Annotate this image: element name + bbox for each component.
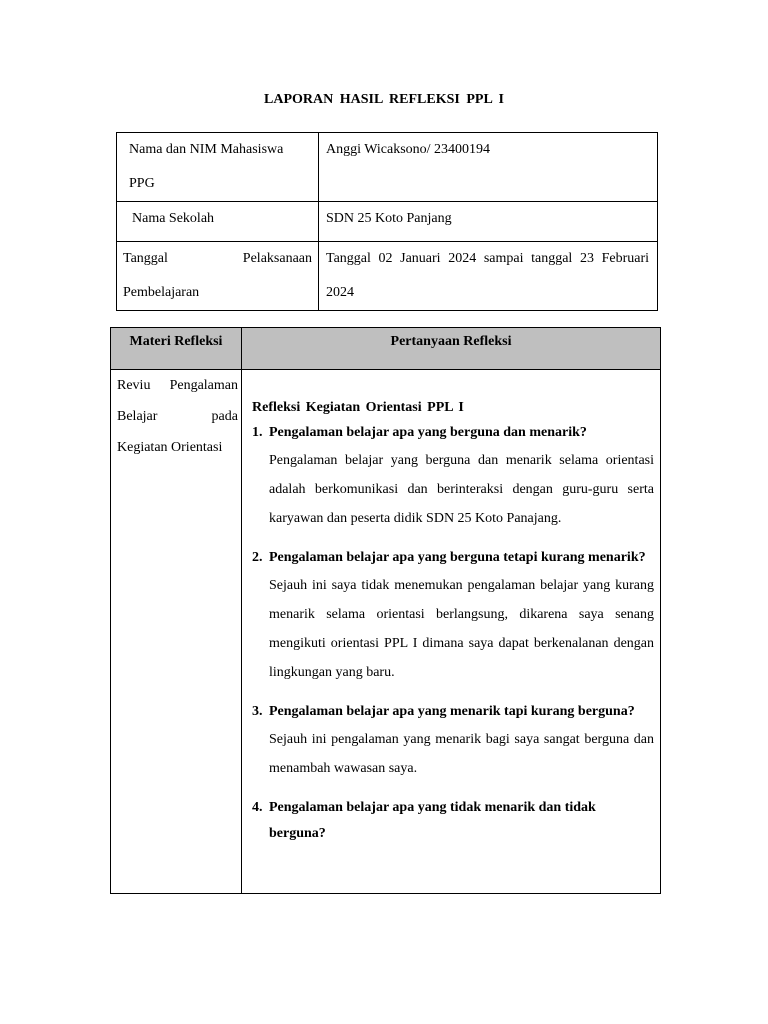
reflection-body-row (111, 370, 661, 894)
section-title: Refleksi Kegiatan Orientasi PPL I (252, 400, 464, 415)
header-material: Materi Refleksi (111, 328, 242, 370)
question-heading (252, 795, 654, 847)
info-row-school (117, 202, 658, 242)
material-cell (111, 370, 242, 894)
question-item (252, 795, 654, 847)
info-label-date (117, 242, 319, 311)
material-line: Belajar pada (117, 409, 238, 424)
reflection-header-row (111, 328, 661, 370)
question-text: Pengalaman belajar apa yang berguna tetapi kurang menarik? (269, 550, 646, 565)
spacer (252, 533, 654, 545)
info-value-school: SDN 25 Koto Panjang (319, 202, 658, 242)
question-heading (252, 699, 654, 725)
question-text: Pengalaman belajar apa yang tidak menarik dan tidak berguna? (269, 800, 596, 841)
info-row-date (117, 242, 658, 311)
reflection-table (110, 327, 661, 894)
question-heading (252, 545, 654, 571)
question-item (252, 699, 654, 783)
spacer (252, 783, 654, 795)
question-text: Pengalaman belajar apa yang menarik tapi kurang berguna? (269, 704, 635, 719)
question-text: Pengalaman belajar apa yang berguna dan menarik? (269, 425, 587, 440)
question-item (252, 545, 654, 687)
info-value-date: Tanggal 02 Januari 2024 sampai tanggal 23 Februari 2024 (319, 242, 658, 311)
info-row-name (117, 133, 658, 202)
question-heading (252, 420, 654, 446)
info-label-school-text: Nama Sekolah (132, 211, 215, 226)
info-label-date-text (123, 242, 312, 310)
document-title: LAPORAN HASIL REFLEKSI PPL I (264, 92, 504, 107)
question-number: 1. (252, 425, 263, 440)
question-item (252, 420, 654, 533)
student-info-table (116, 132, 658, 311)
spacer (252, 687, 654, 699)
answer-text: Pengalaman belajar yang berguna dan menarik selama orientasi adalah berkomunikasi dan berinteraksi dengan guru-guru serta karyawan dan peserta didik SDN 25 Koto Panajang. (269, 453, 654, 526)
info-label-date-value: Tanggal Pelaksanaan Pembelajaran (123, 251, 312, 300)
material-line: Kegiatan Orientasi (117, 440, 223, 455)
material-line: Reviu Pengalaman (117, 378, 238, 393)
info-label-name (117, 133, 319, 202)
header-questions: Pertanyaan Refleksi (242, 328, 661, 370)
answer-text: Sejauh ini pengalaman yang menarik bagi saya sangat berguna dan menambah wawasan saya. (269, 732, 654, 776)
questions-cell (242, 370, 661, 894)
info-value-name: Anggi Wicaksono/ 23400194 (319, 133, 658, 202)
info-label-school (117, 202, 319, 242)
question-number: 3. (252, 704, 263, 719)
question-number: 4. (252, 800, 263, 815)
question-number: 2. (252, 550, 263, 565)
info-label-name-text: Nama dan NIM Mahasiswa PPG (129, 142, 284, 191)
answer-text: Sejauh ini saya tidak menemukan pengalaman belajar yang kurang menarik selama orientasi berlangsung, dikarena saya senang mengikuti orientasi PPL I dimana saya dapat berkenalanan dengan lingkungan yang baru. (269, 578, 654, 680)
